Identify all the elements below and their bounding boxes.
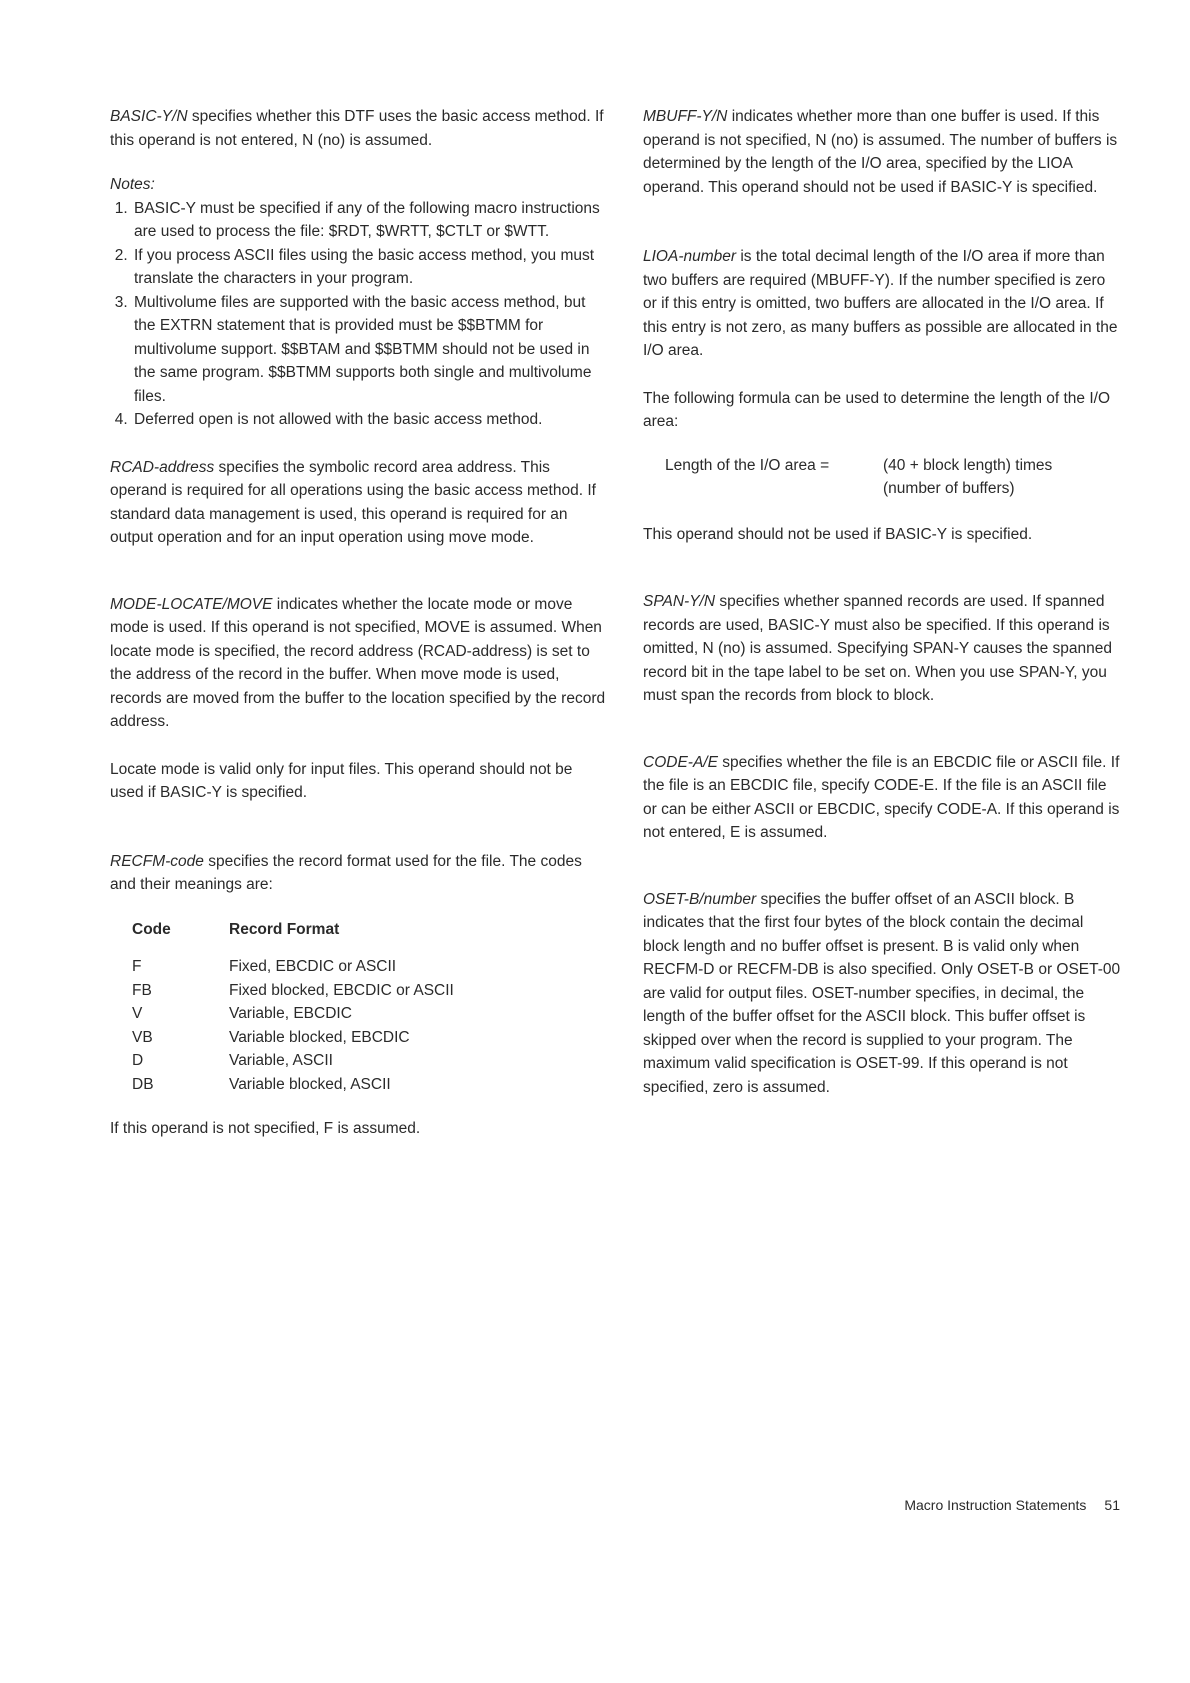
format-cell: Variable, EBCDIC: [229, 1005, 352, 1022]
recfm-keyword: RECFM-code: [110, 852, 204, 870]
lioa-paragraph: [643, 245, 1123, 363]
code-column-header: Code: [132, 920, 171, 938]
note-item: 4. Deferred open is not allowed with the basic access method.: [132, 408, 610, 432]
oset-text: specifies the buffer offset of an ASCII block. B indicates that the first four bytes of the block contain the decimal block length and no buffer offset is present. B is valid only when RECFM-D or RECFM-DB is also specified. Only OSET-B or OSET-00 are valid for output files. OSET-number specifies, in decimal, the length of the buffer offset for the ASCII block. This buffer offset is skipped over when the record is supplied to your program. The maximum valid specification is OSET-99. If this operand is not specified, zero is assumed.: [643, 890, 1121, 1096]
span-text: specifies whether spanned records are used. If spanned records are used, BASIC-Y must also be specified. If this operand is omitted, N (no) is assumed. Specifying SPAN-Y causes the spanned record bit in the tape label to be set on. When you use SPAN-Y, you must span the records from block to block.: [643, 593, 1112, 704]
note-item: 1. BASIC-Y must be specified if any of the following macro instructions are used to process the file: $RDT, $WRTT, $CTLT or $WTT.: [132, 197, 610, 244]
formula-right-line: (40 + block length) times: [883, 456, 1053, 474]
format-cell: Fixed blocked, EBCDIC or ASCII: [229, 981, 454, 999]
code-cell: V: [132, 1005, 143, 1022]
code-cell: D: [132, 1052, 144, 1069]
lioa-keyword: LIOA-number: [643, 248, 737, 265]
mbuff-text: indicates whether more than one buffer is used. If this operand is not specified, N (no) is assumed. The number of buffers is determined by the length of the I/O area, specified by the LIOA operand. This operand should not be used if BASIC-Y is specified.: [643, 108, 1118, 196]
rcad-text: specifies the symbolic record area address. This operand is required for all operations using the basic access method. If standard data management is used, this operand is required for an output operation and for an input operation using move mode.: [110, 458, 596, 546]
format-cell: Variable blocked, EBCDIC: [229, 1028, 410, 1046]
formula-intro-text: The following formula can be used to determine the length of the I/O area:: [643, 389, 1110, 430]
formula-right-line: (number of buffers): [883, 480, 1015, 497]
rcad-keyword: RCAD-address: [110, 458, 215, 476]
table-row: [132, 1002, 454, 1026]
notes-section: [110, 173, 610, 432]
formula-left-side: Length of the I/O area =: [665, 456, 830, 474]
page-number: 51: [1104, 1497, 1120, 1513]
basic-paragraph: [110, 105, 610, 152]
mbuff-paragraph: [643, 105, 1123, 199]
basic-keyword: BASIC-Y/N: [110, 108, 188, 125]
recfm-text: specifies the record format used for the file. The codes and their meanings are:: [110, 852, 582, 893]
span-paragraph: [643, 590, 1123, 708]
basic-text: specifies whether this DTF uses the basic access method. If this operand is not entered, N (no) is assumed.: [110, 108, 604, 149]
note-item: 3. Multivolume files are supported with the basic access method, but the EXTRN statement that is provided must be $$BTMM for multivolume support. $$BTAM and $$BTMM should not be used in the same program. $$BTMM supports both single and multivolume files.: [132, 291, 610, 409]
oset-paragraph: [643, 888, 1123, 1100]
io-area-formula: [665, 454, 1123, 501]
mbuff-keyword: MBUFF-Y/N: [643, 108, 728, 125]
recfm-default-text: If this operand is not specified, F is assumed.: [110, 1120, 421, 1137]
recfm-paragraph: [110, 850, 610, 897]
table-row: [132, 955, 454, 979]
oset-keyword: OSET-B/number: [643, 890, 757, 908]
format-cell: Variable blocked, ASCII: [229, 1075, 391, 1093]
table-row: [132, 1026, 454, 1050]
recfm-default-note: [110, 1117, 610, 1141]
lioa-text: is the total decimal length of the I/O area if more than two buffers are required (MBUFF-Y). If the number specified is zero or if this entry is omitted, two buffers are allocated in the I/O area. If this entry is not zero, as many buffers as possible are allocated in the I/O area.: [643, 248, 1118, 359]
format-column-header: Record Format: [229, 920, 340, 938]
locate-mode-text: Locate mode is valid only for input files. This operand should not be used if BASIC-Y is specified.: [110, 760, 573, 801]
rcad-paragraph: [110, 456, 610, 550]
table-row: [132, 1049, 454, 1073]
page-footer: [904, 1497, 1120, 1513]
format-cell: Fixed, EBCDIC or ASCII: [229, 958, 397, 975]
lioa-basic-note: [643, 523, 1123, 547]
code-text: specifies whether the file is an EBCDIC file or ASCII file. If the file is an EBCDIC file, specify CODE-E. If the file is an ASCII file or can be either ASCII or EBCDIC, specify CODE-A. If this operand is not entered, E is assumed.: [643, 753, 1120, 841]
locate-mode-note: [110, 758, 610, 805]
code-paragraph: [643, 751, 1123, 845]
code-cell: DB: [132, 1075, 154, 1093]
notes-heading: Notes:: [110, 176, 155, 193]
table-row: [132, 1073, 454, 1097]
mode-keyword: MODE-LOCATE/MOVE: [110, 595, 273, 613]
formula-intro: [643, 387, 1123, 434]
code-cell: F: [132, 958, 142, 975]
table-header-row: [132, 918, 454, 956]
left-column: [110, 105, 610, 1141]
record-format-table: [132, 918, 454, 1097]
right-column: [643, 105, 1123, 1099]
footer-title: Macro Instruction Statements: [904, 1497, 1087, 1513]
note-item: 2. If you process ASCII files using the basic access method, you must translate the characters in your program.: [132, 244, 610, 291]
code-cell: FB: [132, 981, 152, 999]
span-keyword: SPAN-Y/N: [643, 593, 716, 610]
table-row: [132, 979, 454, 1003]
mode-paragraph: [110, 593, 610, 734]
format-cell: Variable, ASCII: [229, 1052, 333, 1069]
formula-right-side: [883, 454, 1052, 501]
code-cell: VB: [132, 1028, 153, 1046]
notes-list: [110, 197, 610, 432]
mode-text: indicates whether the locate mode or move mode is used. If this operand is not specified, MOVE is assumed. When locate mode is specified, the record address (RCAD-address) is set to the address of the record in the buffer. When move mode is used, records are moved from the buffer to the location specified by the record address.: [110, 595, 606, 730]
lioa-basic-note-text: This operand should not be used if BASIC-Y is specified.: [643, 525, 1033, 543]
code-keyword: CODE-A/E: [643, 753, 718, 771]
